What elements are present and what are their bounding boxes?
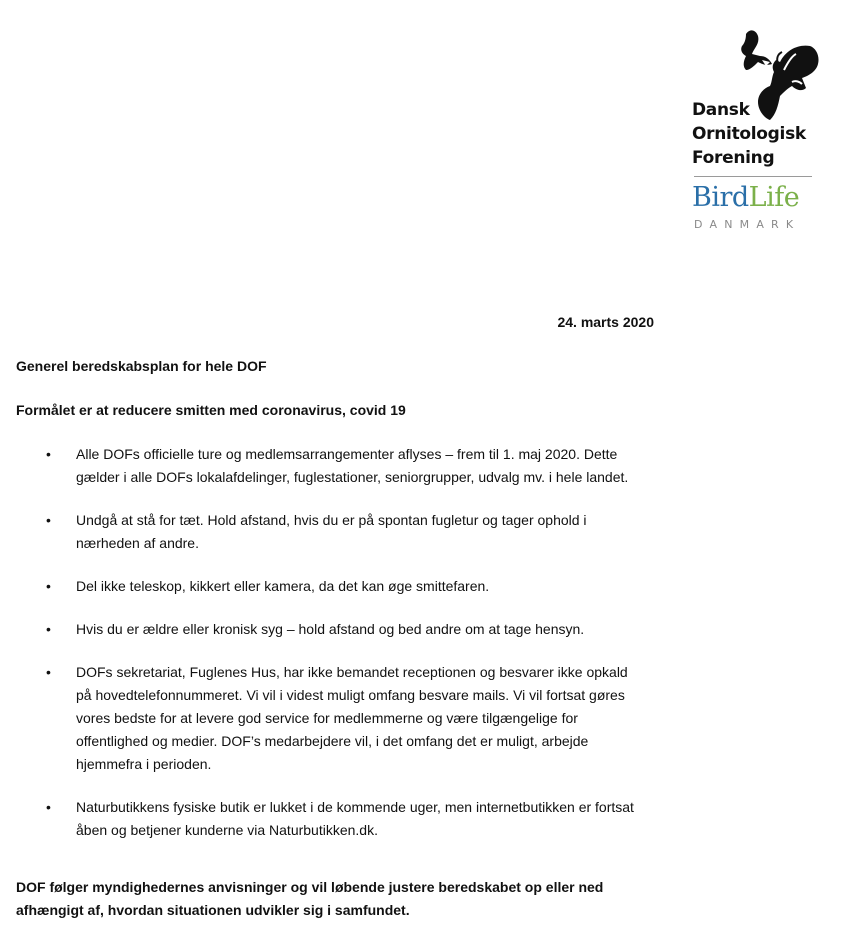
list-item xyxy=(0,796,646,842)
list-item xyxy=(0,661,646,776)
list-item-text: Naturbutikkens fysiske butik er lukket i de kommende uger, men internetbutikken er fortsat åben og betjener kunderne via Naturbutikken.dk. xyxy=(76,799,634,838)
org-name xyxy=(692,98,806,170)
list-item xyxy=(0,509,646,555)
org-name-line: Ornitologisk xyxy=(692,124,806,144)
document-date: 24. marts 2020 xyxy=(557,314,654,330)
bullet-icon: • xyxy=(46,446,51,462)
document-purpose: Formålet er at reducere smitten med coronavirus, covid 19 xyxy=(16,402,406,418)
birdlife-country: DANMARK xyxy=(694,218,801,231)
list-item-text: Alle DOFs officielle ture og medlemsarrangementer aflyses – frem til 1. maj 2020. Dette gælder i alle DOFs lokalafdelinger, fuglestationer, seniorgrupper, udvalg mv. i hele landet. xyxy=(76,446,629,485)
org-name-line: Dansk xyxy=(692,100,750,120)
closing-statement: DOF følger myndighedernes anvisninger og vil løbende justere beredskabet op eller ned afhængigt af, hvordan situationen udvikler sig i samfundet. xyxy=(16,879,604,918)
list-item xyxy=(0,575,646,598)
list-item-text: Hvis du er ældre eller kronisk syg – hold afstand og bed andre om at tage hensyn. xyxy=(76,621,585,637)
list-item-text: DOFs sekretariat, Fuglenes Hus, har ikke bemandet receptionen og besvarer ikke opkald på hovedtelefonnummeret. Vi vil i videst muligt omfang besvare mails. Vi vil fortsat gøres vores bedste for at levere god service for medlemmerne og være tilgængelige for offentlighed og medier. DOF’s medarbejdere vil, i det omfang det er muligt, arbejde hjemmefra i perioden. xyxy=(76,664,628,772)
bullet-icon: • xyxy=(46,799,51,815)
list-item xyxy=(0,443,646,489)
dof-birdlife-logo xyxy=(692,26,822,236)
list-item-text: Undgå at stå for tæt. Hold afstand, hvis du er på spontan fugletur og tager ophold i nærheden af andre. xyxy=(76,512,587,551)
bullet-icon: • xyxy=(46,664,51,680)
guideline-list xyxy=(0,443,660,862)
bullet-icon: • xyxy=(46,512,51,528)
bullet-icon: • xyxy=(46,621,51,637)
logo-divider xyxy=(694,176,812,177)
birdlife-bird: Bird xyxy=(692,182,749,213)
birdlife-life: Life xyxy=(748,182,800,213)
document-title: Generel beredskabsplan for hele DOF xyxy=(16,358,267,374)
birdlife-wordmark xyxy=(692,182,799,214)
list-item-text: Del ikke teleskop, kikkert eller kamera, da det kan øge smittefaren. xyxy=(76,578,490,594)
bullet-icon: • xyxy=(46,578,51,594)
org-name-line: Forening xyxy=(692,148,775,168)
list-item xyxy=(0,618,646,641)
